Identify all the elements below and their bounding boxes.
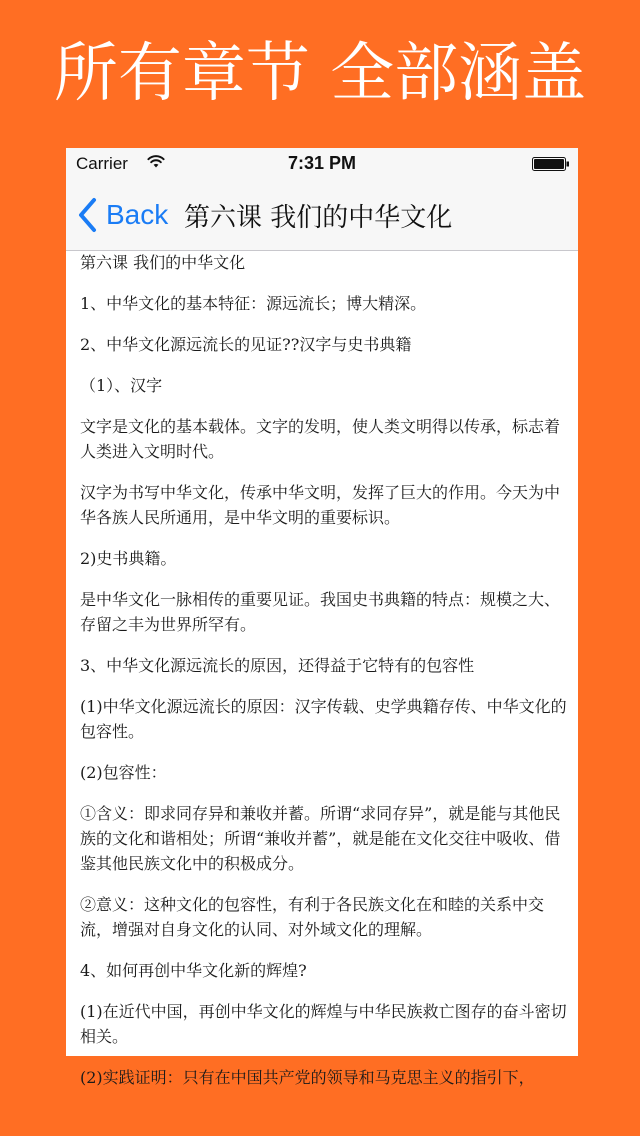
paragraph: 2)史书典籍。 [80,549,177,568]
paragraph: 4、如何再创中华文化新的辉煌? [80,961,307,980]
paragraph: (2)包容性： [80,763,167,782]
paragraph: 1、中华文化的基本特征：源远流长；博大精深。 [80,294,427,313]
paragraph: 是中华文化一脉相传的重要见证。我国史书典籍的特点：规模之大、存留之丰为世界所罕有。 [80,590,561,634]
chevron-left-icon [76,197,98,233]
lesson-content [80,250,570,1106]
paragraph: (1)在近代中国，再创中华文化的辉煌与中华民族救亡图存的奋斗密切相关。 [80,1002,567,1046]
promo-banner-title: 所有章节 全部涵盖 [53,37,587,111]
paragraph: (1)中华文化源远流长的原因：汉字传载、史学典籍存传、中华文化的包容性。 [80,697,567,741]
paragraph: 3、中华文化源远流长的原因，还得益于它特有的包容性 [80,656,475,675]
navigation-bar [66,180,578,251]
paragraph: ①含义：即求同存异和兼收并蓄。所谓“求同存异”，就是能与其他民族的文化和谐相处；所谓“兼收并蓄”，就是能在文化交往中吸收、借鉴其他民族文化中的积极成分。 [80,804,561,873]
paragraph: ②意义：这种文化的包容性，有利于各民族文化在和睦的关系中交流，增强对自身文化的认同、对外域文化的理解。 [80,895,545,939]
paragraph: 2、中华文化源远流长的见证??汉字与史书典籍 [80,335,412,354]
paragraph: （1）、汉字 [80,376,163,395]
paragraph: 汉字为书写中华文化，传承中华文明，发挥了巨大的作用。今天为中 华各族人民所通用，是中华文明的重要标识。 [80,483,561,527]
paragraph: 第六课 我们的中华文化 [80,253,246,272]
paragraph: 文字是文化的基本载体。文字的发明，使人类文明得以传承，标志着人类进入文明时代。 [80,417,561,461]
paragraph: (2)实践证明：只有在中国共产党的领导和马克思主义的指引下， [80,1068,535,1087]
phone-screen [66,148,578,1087]
back-label: Back [106,199,169,230]
page-title: 第六课 我们的中华文化 [184,203,453,233]
battery-icon [532,157,570,171]
carrier-label: Carrier [76,154,128,173]
status-bar [66,148,578,180]
back-button[interactable] [76,192,168,238]
status-time: 7:31 PM [287,153,357,173]
